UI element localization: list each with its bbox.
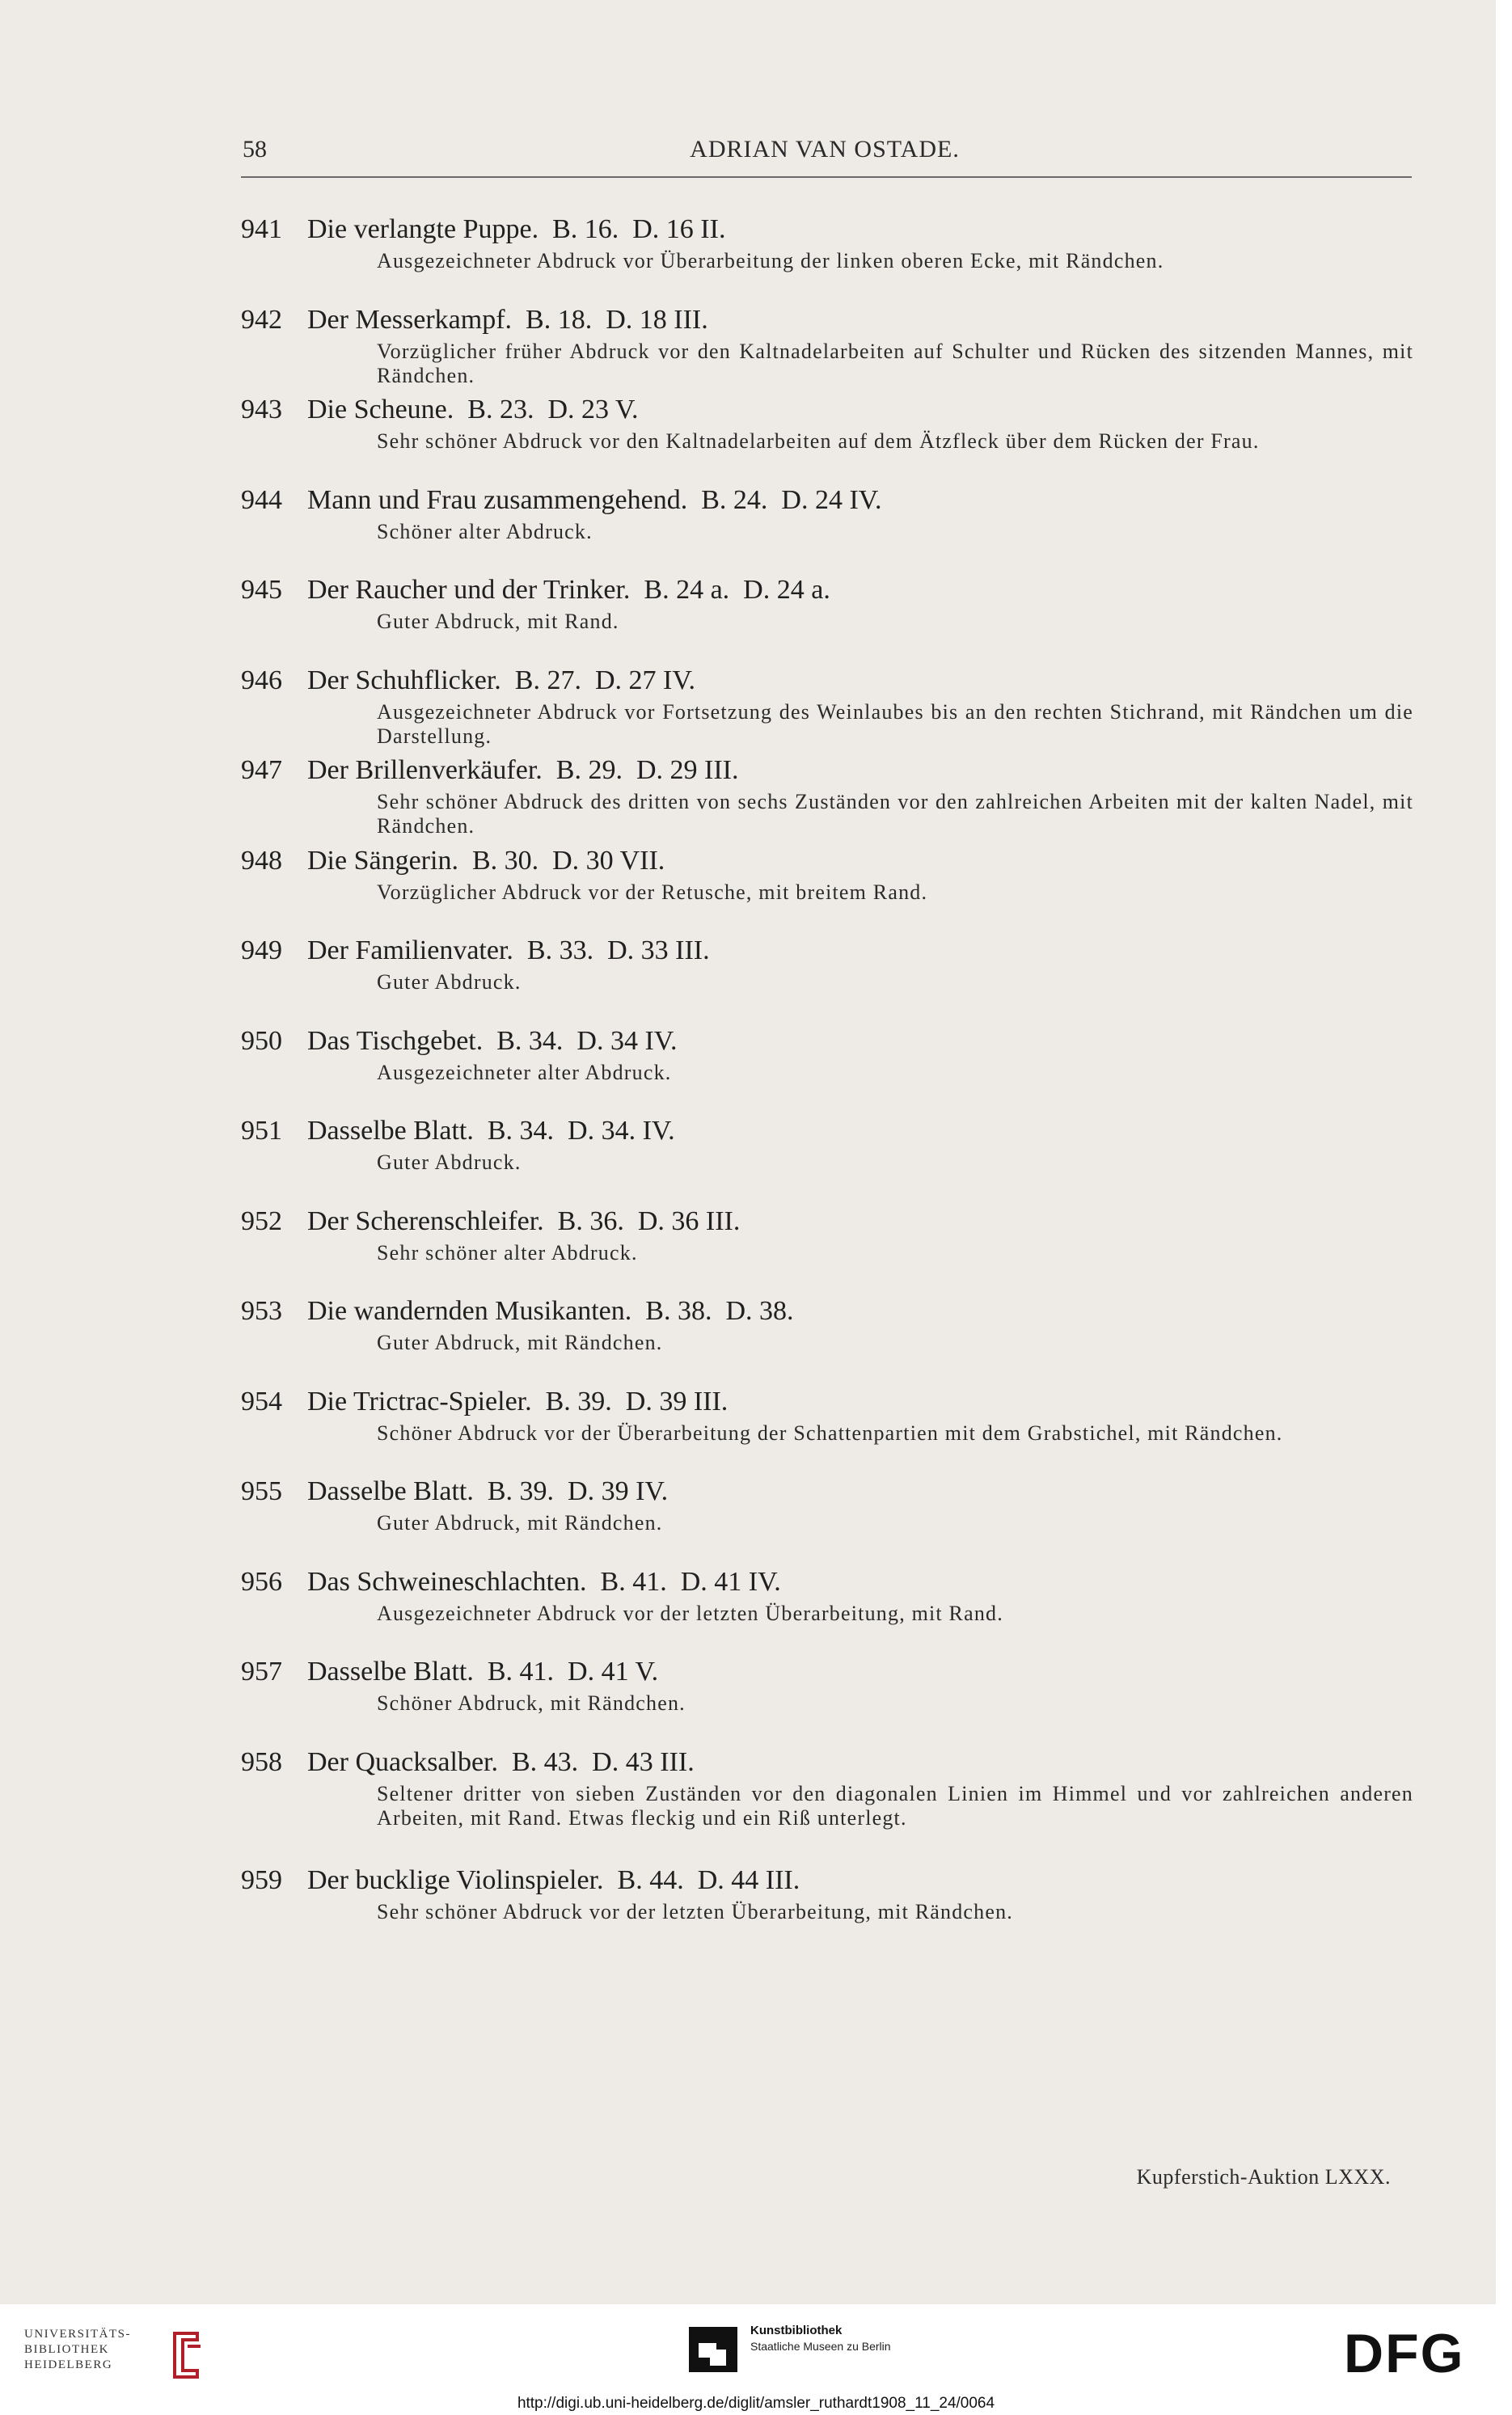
page-number: 58 bbox=[243, 136, 267, 163]
running-title: ADRIAN VAN OSTADE. bbox=[690, 136, 960, 163]
lot-description: Vorzüglicher früher Abdruck vor den Kaltnadelarbeiten auf Schulter und Rücken des sitzenden Mannes, mit Rändchen. bbox=[377, 339, 1413, 387]
lot-number: 954 bbox=[241, 1386, 282, 1416]
lot-title: Die Trictrac-Spieler. B. 39. D. 39 III. bbox=[307, 1386, 729, 1416]
lot-description: Sehr schöner Abdruck des dritten von sechs Zuständen vor den zahlreichen Arbeiten mit der kalten Nadel, mit Rändchen. bbox=[377, 790, 1413, 838]
university-library-name: UNIVERSITÄTS- BIBLIOTHEK HEIDELBERG bbox=[24, 2328, 131, 2371]
lot-heading bbox=[241, 392, 1413, 428]
lot-number: 943 bbox=[241, 395, 282, 424]
lot-number: 952 bbox=[241, 1205, 282, 1236]
lot-entry bbox=[241, 392, 1413, 483]
lot-title: Die Sängerin. B. 30. D. 30 VII. bbox=[307, 845, 665, 876]
lot-entry bbox=[241, 1474, 1413, 1564]
lot-heading bbox=[241, 1474, 1413, 1509]
lot-heading bbox=[241, 1384, 1413, 1420]
lot-description: Ausgezeichneter Abdruck vor Überarbeitung der linken oberen Ecke, mit Rändchen. bbox=[377, 249, 1164, 272]
lot-heading bbox=[241, 1564, 1413, 1600]
lot-title: Der bucklige Violinspieler. B. 44. D. 44 III. bbox=[307, 1864, 800, 1895]
lot-number: 948 bbox=[241, 845, 282, 876]
lot-number: 958 bbox=[241, 1746, 282, 1777]
library-banner bbox=[0, 2304, 1512, 2395]
lot-description: Ausgezeichneter Abdruck vor der letzten Überarbeitung, mit Rand. bbox=[377, 1601, 1003, 1625]
lot-title: Der Quacksalber. B. 43. D. 43 III. bbox=[307, 1746, 695, 1777]
lot-description: Guter Abdruck. bbox=[377, 1151, 522, 1174]
lot-number: 953 bbox=[241, 1296, 282, 1326]
catalog-footer: Kupferstich-Auktion LXXX. bbox=[1136, 2165, 1391, 2189]
lot-title: Das Tischgebet. B. 34. D. 34 IV. bbox=[307, 1025, 678, 1056]
lot-number: 950 bbox=[241, 1025, 282, 1056]
lot-entry bbox=[241, 843, 1413, 934]
lot-title: Die Scheune. B. 23. D. 23 V. bbox=[307, 395, 639, 424]
lot-entry bbox=[241, 1384, 1413, 1475]
lot-description: Schöner Abdruck, mit Rändchen. bbox=[377, 1691, 686, 1715]
lot-entry bbox=[241, 1204, 1413, 1294]
lot-number: 946 bbox=[241, 665, 282, 695]
lot-number: 951 bbox=[241, 1116, 282, 1146]
lot-title: Dasselbe Blatt. B. 39. D. 39 IV. bbox=[307, 1476, 669, 1506]
lot-entry bbox=[241, 483, 1413, 573]
lot-heading bbox=[241, 572, 1413, 608]
lot-heading bbox=[241, 843, 1413, 879]
kunstbibliothek-subtitle: Staatliche Museen zu Berlin bbox=[750, 2340, 891, 2353]
lot-heading bbox=[241, 753, 1413, 788]
kunstbibliothek-logo[interactable] bbox=[687, 2322, 946, 2379]
lot-heading bbox=[241, 1204, 1413, 1239]
lot-entry bbox=[241, 302, 1413, 393]
lot-title: Der Messerkampf. B. 18. D. 18 III. bbox=[307, 304, 708, 335]
lot-number: 959 bbox=[241, 1864, 282, 1895]
lot-heading bbox=[241, 1654, 1413, 1690]
lot-entry bbox=[241, 1745, 1413, 1863]
page-header bbox=[243, 136, 1407, 168]
lot-number: 947 bbox=[241, 755, 282, 785]
lot-entry bbox=[241, 572, 1413, 663]
lot-title: Die verlangte Puppe. B. 16. D. 16 II. bbox=[307, 214, 726, 244]
lot-entry bbox=[241, 933, 1413, 1024]
lot-heading bbox=[241, 1113, 1413, 1149]
lot-entry bbox=[241, 1564, 1413, 1655]
lot-description: Schöner Abdruck vor der Überarbeitung der Schattenpartien mit dem Grabstichel, mit Rändchen. bbox=[377, 1421, 1283, 1445]
lot-description: Sehr schöner alter Abdruck. bbox=[377, 1240, 638, 1264]
lot-description: Ausgezeichneter alter Abdruck. bbox=[377, 1060, 672, 1084]
lot-entry bbox=[241, 1654, 1413, 1745]
lot-heading bbox=[241, 1863, 1413, 1898]
lot-description: Guter Abdruck, mit Rand. bbox=[377, 610, 619, 633]
dfg-logo[interactable]: DFG bbox=[1344, 2323, 1465, 2384]
university-library-logo[interactable] bbox=[24, 2327, 226, 2383]
lot-list bbox=[241, 212, 1413, 1936]
kunstbibliothek-name: Kunstbibliothek bbox=[750, 2324, 843, 2337]
lot-description: Seltener dritter von sieben Zuständen vor den diagonalen Linien im Himmel und vor zahlreichen anderen Arbeiten, mit Rand. Etwas fleckig und ein Riß unterlegt. bbox=[377, 1781, 1413, 1830]
lot-heading bbox=[241, 1745, 1413, 1780]
lot-title: Das Schweineschlachten. B. 41. D. 41 IV. bbox=[307, 1566, 781, 1597]
lot-title: Dasselbe Blatt. B. 34. D. 34. IV. bbox=[307, 1116, 675, 1146]
lot-entry bbox=[241, 1024, 1413, 1114]
lot-title: Die wandernden Musikanten. B. 38. D. 38. bbox=[307, 1296, 794, 1326]
lot-heading bbox=[241, 933, 1413, 969]
lot-heading bbox=[241, 1294, 1413, 1329]
lot-number: 944 bbox=[241, 484, 282, 515]
lot-heading bbox=[241, 212, 1413, 247]
lot-title: Der Brillenverkäufer. B. 29. D. 29 III. bbox=[307, 755, 739, 785]
lot-description: Sehr schöner Abdruck vor der letzten Überarbeitung, mit Rändchen. bbox=[377, 1899, 1013, 1923]
lot-heading bbox=[241, 302, 1413, 338]
lot-title: Mann und Frau zusammengehend. B. 24. D. 24 IV. bbox=[307, 484, 882, 515]
kunstbibliothek-mark-icon bbox=[687, 2325, 739, 2374]
lot-title: Der Familienvater. B. 33. D. 33 III. bbox=[307, 935, 710, 965]
header-rule bbox=[241, 176, 1412, 178]
lot-entry bbox=[241, 1294, 1413, 1384]
lot-number: 942 bbox=[241, 304, 282, 335]
lot-title: Der Schuhflicker. B. 27. D. 27 IV. bbox=[307, 665, 696, 695]
lot-description: Vorzüglicher Abdruck vor der Retusche, mit breitem Rand. bbox=[377, 880, 928, 904]
lot-heading bbox=[241, 1024, 1413, 1059]
lot-entry bbox=[241, 212, 1413, 302]
lot-description: Guter Abdruck. bbox=[377, 970, 522, 994]
lot-description: Guter Abdruck, mit Rändchen. bbox=[377, 1511, 663, 1535]
lot-entry bbox=[241, 663, 1413, 754]
lot-number: 941 bbox=[241, 214, 282, 244]
lot-heading bbox=[241, 483, 1413, 518]
university-mark-icon bbox=[168, 2330, 204, 2380]
lot-entry bbox=[241, 1113, 1413, 1204]
lot-description: Guter Abdruck, mit Rändchen. bbox=[377, 1331, 663, 1354]
lot-number: 956 bbox=[241, 1566, 282, 1597]
source-url[interactable]: http://digi.ub.uni-heidelberg.de/diglit/amsler_ruthardt1908_11_24/0064 bbox=[517, 2395, 995, 2412]
lot-number: 949 bbox=[241, 935, 282, 965]
lot-description: Ausgezeichneter Abdruck vor Fortsetzung des Weinlaubes bis an den rechten Stichrand, mit Rändchen um die Darstellung. bbox=[377, 699, 1413, 748]
lot-description: Schöner alter Abdruck. bbox=[377, 519, 593, 543]
lot-number: 945 bbox=[241, 575, 282, 605]
lot-entry bbox=[241, 1863, 1413, 1936]
lot-entry bbox=[241, 753, 1413, 843]
lot-number: 957 bbox=[241, 1657, 282, 1687]
lot-heading bbox=[241, 663, 1413, 699]
lot-title: Dasselbe Blatt. B. 41. D. 41 V. bbox=[307, 1657, 659, 1687]
lot-description: Sehr schöner Abdruck vor den Kaltnadelarbeiten auf dem Ätzfleck über dem Rücken der Frau. bbox=[377, 429, 1260, 453]
lot-title: Der Raucher und der Trinker. B. 24 a. D. 24 a. bbox=[307, 575, 830, 605]
lot-number: 955 bbox=[241, 1476, 282, 1506]
lot-title: Der Scherenschleifer. B. 36. D. 36 III. bbox=[307, 1205, 741, 1236]
